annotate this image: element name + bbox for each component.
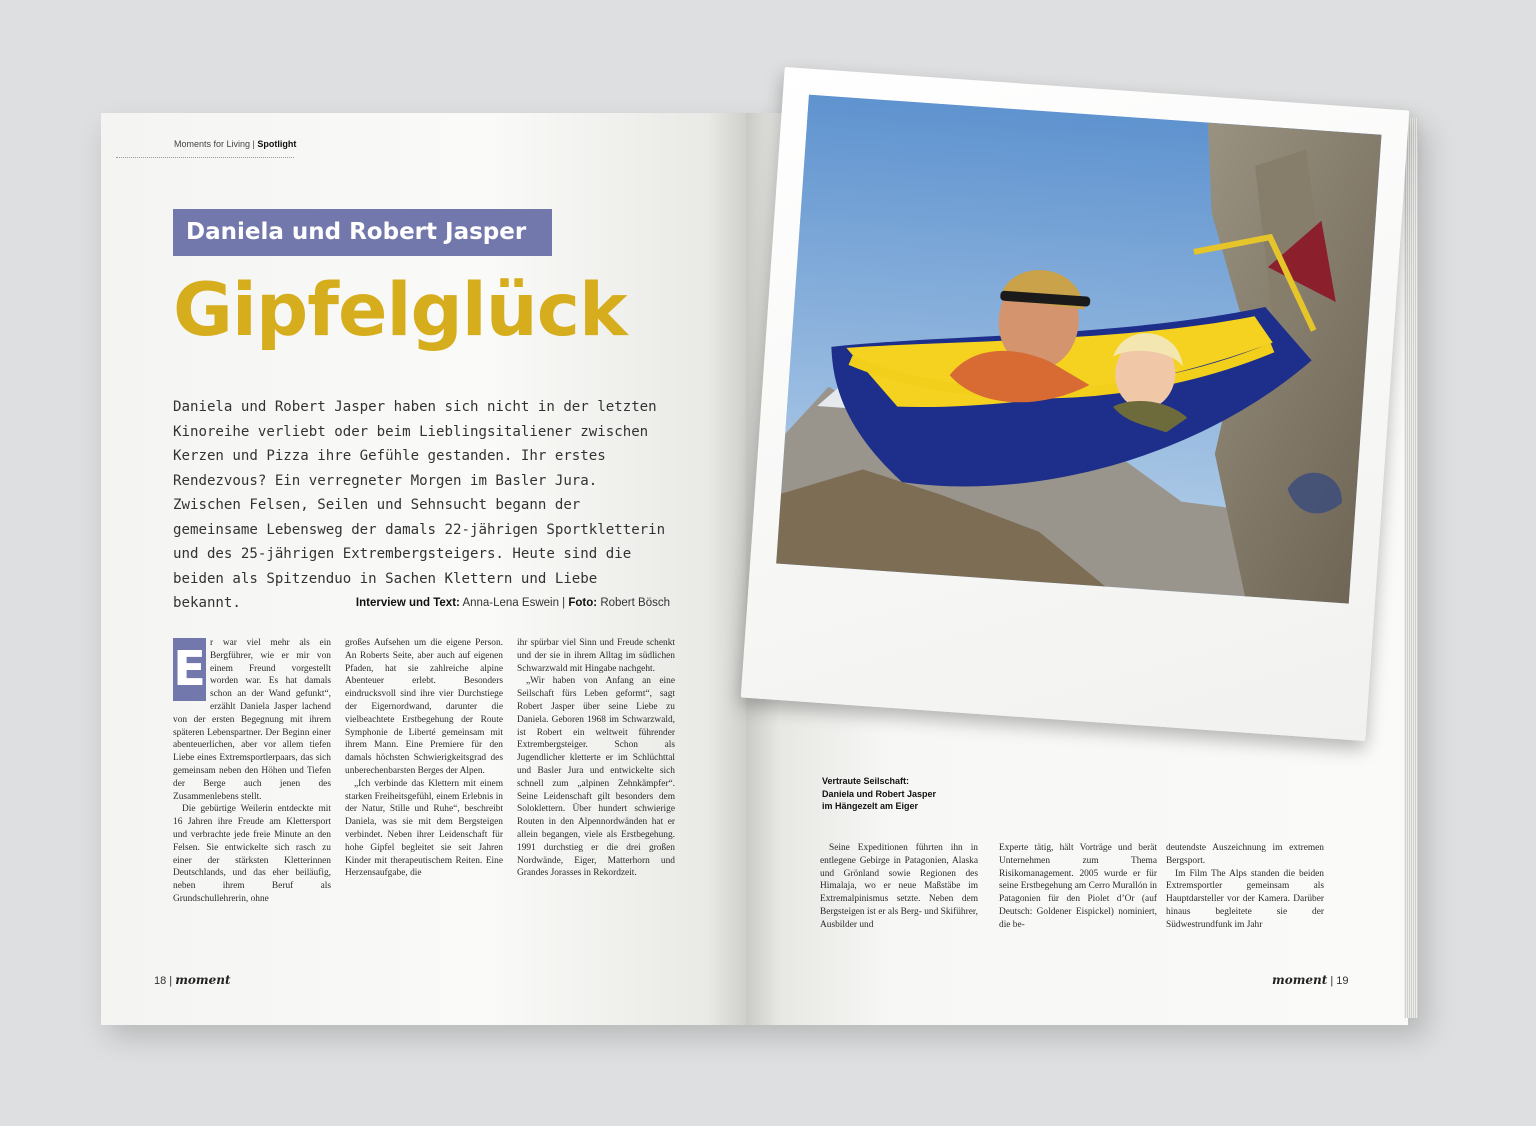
credits-interview-label: Interview und Text:: [355, 597, 460, 609]
body-paragraph: r war viel mehr als ein Bergführer, wie er mir von einem Freund vorgestellt worden war. Es hat damals schon an der Wand gefunkt“, erzählt Daniela Jasper lachend von der ersten Begegnung mit ihrem späteren Lebenspartner. Der Beginn einer abenteuerlichen, aber vor allem tiefen Liebe eines Extremsportlerpaars, das sich gemeinsam neben den Höhen und Tiefen der Berge auch jenen des Zusammenlebens stellt.: [173, 638, 331, 802]
running-head: [174, 139, 296, 149]
moment-logo: moment: [175, 973, 231, 987]
hammock-photo: [776, 95, 1381, 604]
running-head-rule: [116, 157, 294, 158]
credits-separator: |: [558, 597, 569, 609]
body-paragraph: Seine Expeditionen führten ihn in entlegene Gebirge in Patagonien, Alaska und Grönland sowie Regionen des Himalaja, wo er neue Maßstäbe im Extremalpinismus setzte. Neben dem Bergsteigen ist er als Berg- und Skiführer, Ausbilder und: [820, 843, 978, 930]
photo-caption: [822, 775, 936, 813]
running-head-section: Moments for Living: [174, 139, 251, 149]
body-paragraph: deutendste Auszeichnung im extremen Bergsport.: [1166, 843, 1324, 866]
body-column-2: [345, 637, 503, 943]
body-paragraph: „Wir haben von Anfang an eine Seilschaft fürs Leben geformt“, sagt Robert Jasper über seine Liebe zu Daniela. Geboren 1968 im Schwarzwald, ist Robert ein weltweit führender Extrembergsteiger. Schon als Jugendlicher kletterte er im Schlüchttal und Basler Jura und entwickelte sich schnell zum „alpinen Zehnkämpfer“. Seine Leidenschaft gilt besonders dem Soloklettern. Über hundert schwierige Routen in den Alpennordwänden hat er allein begangen, viele als Erstbegehung. 1991 durchstieg er die drei großen Nordwände, Eiger, Matterhorn und Grandes Jorasses in Rekordzeit.: [517, 676, 675, 879]
body-column-3: [517, 637, 675, 943]
body-paragraph: Die gebürtige Weilerin entdeckte mit 16 Jahren ihre Freude am Klettersport und verbrachte jede freie Minute an den Felsen. Sie entwickelte sich rasch zu einer der stärksten Kletterinnen Deutschlands, und das eher beiläufig, neben ihrem Beruf als Grundschullehrerin, ohne: [173, 804, 331, 904]
credits-photo-label: Foto:: [568, 597, 598, 609]
article-headline: Gipfelglück: [173, 268, 627, 353]
body-paragraph: Experte tätig, hält Vorträge und berät Unternehmen zum Thema Risikomanagement. 2005 wurde er für seine Erstbegehung am Cerro Murallón in Patagonien für den Piolet d’Or (auf Deutsch: Goldener Eispickel) nominiert, die be-: [999, 843, 1157, 930]
polaroid-frame: [741, 67, 1410, 741]
body-paragraph: ihr spürbar viel Sinn und Freude schenkt und der sie in ihrem Alltag im südlichen Schwarzwald mit Hingabe nachgeht.: [517, 638, 675, 674]
caption-line: Vertraute Seilschaft:: [822, 776, 910, 786]
running-head-separator: |: [250, 139, 258, 149]
page-edges: [1404, 118, 1418, 1018]
body-paragraph: Im Film The Alps standen die beiden Extremsportler gemeinsam als Hauptdarsteller vor der Kamera. Darüber hinaus begleitete sie der Südwestrundfunk im Jahr: [1166, 868, 1324, 930]
body-paragraph: „Ich verbinde das Klettern mit einem starken Freiheitsgefühl, einem Erlebnis in der Natur, Stille und Ruhe“, beschreibt Daniela, was sie mit dem Bergsteigen verbindet. Neben ihrer Leidenschaft für hohe Gipfel begleitet sie seit Jahren Kinder mit therapeutischem Reiten. Eine Herzensaufgabe, die: [345, 778, 503, 879]
hammock-photo-illustration: [776, 95, 1381, 604]
left-page: [101, 113, 746, 1025]
right-body-column-3: [1166, 842, 1324, 938]
caption-line: im Hängezelt am Eiger: [822, 801, 919, 811]
credits-photo-name: Robert Bösch: [600, 597, 670, 609]
article-kicker: Daniela und Robert Jasper: [173, 209, 552, 256]
body-paragraph: großes Aufsehen um die eigene Person. An Roberts Seite, aber auch auf eigenen Pfaden, hat sie zahlreiche alpine Abenteuer erlebt. Besonders eindrucksvoll sind ihre vier Durchstiege der Eigernordwand, darunter die vielbeachtete Erstbegehung der Route Symphonie de Liberté gemeinsam mit ihrem Mann. Eine Premiere für den damals höchsten Schwierigkeitsgrad des unberechenbarsten Berges der Alpen.: [345, 638, 503, 776]
right-body-column-2: [999, 842, 1157, 938]
folio-number: 18: [154, 975, 167, 987]
credits-interview-name: Anna-Lena Eswein: [462, 597, 559, 609]
folio-separator: |: [1327, 975, 1337, 987]
running-head-topic: Spotlight: [257, 139, 297, 149]
article-credits: [356, 597, 670, 609]
dropcap: E: [173, 638, 206, 701]
page-number-left: [154, 973, 231, 987]
moment-logo: moment: [1272, 973, 1328, 987]
body-column-1: [173, 637, 331, 943]
article-intro: Daniela und Robert Jasper haben sich nicht in der letzten Kinoreihe verliebt oder beim Lieblingsitaliener zwischen Kerzen und Pizza ihre Gefühle gestanden. Ihr erstes Rendezvous? Ein verregneter Morgen im Basler Jura. Zwischen Felsen, Seilen und Sehnsucht begann der gemeinsame Lebensweg der damals 22-jährigen Sportkletterin und des 25-jährigen Extrembergsteigers. Heute sind die beiden als Spitzenduo in Sachen Klettern und Liebe bekannt.: [173, 399, 666, 611]
folio-separator: |: [166, 975, 176, 987]
caption-line: Daniela und Robert Jasper: [822, 788, 937, 799]
right-body-column-1: [820, 842, 978, 938]
page-number-right: [1272, 973, 1349, 987]
folio-number: 19: [1336, 975, 1349, 987]
